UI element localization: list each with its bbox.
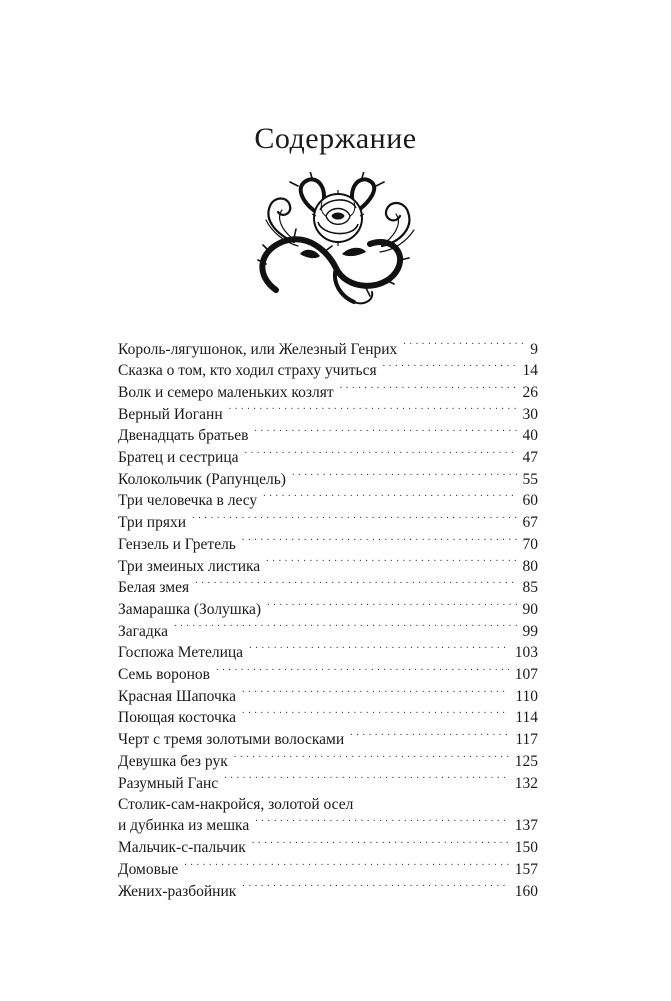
- toc-entry-page: 107: [514, 666, 538, 684]
- toc-entry-page: 14: [522, 362, 538, 380]
- toc-entry-page: 55: [522, 470, 538, 488]
- dot-leader: [252, 837, 509, 853]
- toc-entry[interactable]: [118, 381, 538, 403]
- dot-leader: [195, 577, 516, 593]
- toc-entry[interactable]: [118, 533, 538, 555]
- toc-entry-title: Гензель и Гретель: [118, 535, 236, 553]
- toc-entry-page: 26: [522, 383, 538, 401]
- table-of-contents: [118, 338, 538, 902]
- toc-entry-title: Братец и сестрица: [118, 449, 239, 467]
- toc-entry-title: Домовые: [118, 860, 179, 878]
- toc-entry[interactable]: [118, 750, 538, 772]
- toc-entry[interactable]: [118, 577, 538, 599]
- dot-leader: [350, 729, 509, 745]
- toc-entry-title: Двенадцать братьев: [118, 427, 249, 445]
- toc-entry[interactable]: [118, 620, 538, 642]
- toc-entry[interactable]: [118, 512, 538, 534]
- dot-leader: [242, 880, 508, 896]
- toc-entry-page: 117: [515, 731, 538, 749]
- toc-entry-title-line1: Столик-сам-накройся, золотой осел: [118, 795, 354, 813]
- toc-entry[interactable]: [118, 403, 538, 425]
- toc-entry[interactable]: [118, 338, 538, 360]
- dot-leader: [266, 555, 516, 571]
- toc-entry-page: 60: [522, 492, 538, 510]
- toc-entry[interactable]: [118, 837, 538, 859]
- toc-entry[interactable]: [118, 729, 538, 751]
- toc-entry-title: Девушка без рук: [118, 752, 228, 770]
- toc-entry-title: Колокольчик (Рапунцель): [118, 470, 286, 488]
- toc-entry-page: 150: [514, 839, 538, 857]
- dot-leader: [249, 642, 509, 658]
- toc-entry-page: 70: [522, 535, 538, 553]
- toc-entry[interactable]: [118, 664, 538, 686]
- toc-entry-page: 110: [515, 687, 538, 705]
- dot-leader: [184, 858, 509, 874]
- toc-entry-title: Госпожа Метелица: [118, 644, 244, 662]
- toc-entry-page: 90: [522, 600, 538, 618]
- toc-entry[interactable]: [118, 880, 538, 902]
- toc-entry[interactable]: [118, 794, 538, 837]
- toc-entry-title: Верный Иоганн: [118, 405, 223, 423]
- toc-entry-title: Красная Шапочка: [118, 687, 236, 705]
- dot-leader: [383, 360, 517, 376]
- dot-leader: [254, 425, 516, 441]
- toc-entry[interactable]: [118, 447, 538, 469]
- toc-entry-title: Черт с тремя золотыми волосками: [118, 731, 345, 749]
- toc-entry-title: Жених-разбойник: [118, 882, 237, 900]
- toc-entry[interactable]: [118, 685, 538, 707]
- toc-entry-page: 160: [514, 882, 538, 900]
- toc-entry-page: 99: [522, 622, 538, 640]
- toc-entry[interactable]: [118, 360, 538, 382]
- toc-entry-title: Волк и семеро маленьких козлят: [118, 383, 334, 401]
- toc-entry-title: и дубинка из мешка: [118, 817, 250, 835]
- toc-entry[interactable]: [118, 468, 538, 490]
- dot-leader: [245, 447, 517, 463]
- toc-entry[interactable]: [118, 707, 538, 729]
- toc-entry-page: 30: [522, 405, 538, 423]
- dot-leader: [267, 598, 516, 614]
- toc-entry-title: Поющая косточка: [118, 709, 236, 727]
- toc-entry-title: Замарашка (Золушка): [118, 600, 262, 618]
- toc-entry[interactable]: [118, 425, 538, 447]
- toc-entry[interactable]: [118, 642, 538, 664]
- dot-leader: [224, 772, 509, 788]
- toc-entry-page: 80: [522, 557, 538, 575]
- toc-entry-title: Разумный Ганс: [118, 774, 219, 792]
- toc-entry-title: Семь воронов: [118, 666, 210, 684]
- toc-entry-title: Мальчик-с-пальчик: [118, 839, 246, 857]
- toc-entry-title: Белая змея: [118, 579, 190, 597]
- toc-entry[interactable]: [118, 772, 538, 794]
- toc-entry[interactable]: [118, 490, 538, 512]
- toc-entry-title: Три змеиных листика: [118, 557, 261, 575]
- toc-entry-page: 47: [522, 449, 538, 467]
- toc-entry-title: Король-лягушонок, или Железный Генрих: [118, 340, 398, 358]
- toc-entry-page: 9: [530, 340, 538, 358]
- dot-leader: [192, 512, 516, 528]
- dot-leader: [255, 815, 509, 831]
- toc-entry-page: 114: [515, 709, 538, 727]
- dot-leader: [174, 620, 517, 636]
- toc-entry-page: 40: [522, 427, 538, 445]
- toc-entry-page: 137: [514, 817, 538, 835]
- dot-leader: [216, 664, 509, 680]
- toc-entry[interactable]: [118, 598, 538, 620]
- toc-entry[interactable]: [118, 858, 538, 880]
- dot-leader: [263, 490, 516, 506]
- dot-leader: [229, 403, 517, 419]
- rose-with-thorns-icon: [236, 172, 436, 312]
- toc-entry-page: 67: [522, 514, 538, 532]
- dot-leader: [234, 750, 509, 766]
- toc-entry-page: 132: [514, 774, 538, 792]
- toc-entry-page: 157: [514, 860, 538, 878]
- toc-entry-title: Три пряхи: [118, 514, 187, 532]
- toc-entry-title: Загадка: [118, 622, 168, 640]
- dot-leader: [403, 338, 524, 354]
- toc-entry[interactable]: [118, 555, 538, 577]
- toc-entry-title: Сказка о том, кто ходил страху учиться: [118, 362, 377, 380]
- dot-leader: [242, 707, 509, 723]
- toc-entry-page: 85: [522, 579, 538, 597]
- dot-leader: [242, 533, 517, 549]
- toc-entry-page: 103: [514, 644, 538, 662]
- dot-leader: [242, 685, 509, 701]
- page-title: Содержание: [254, 122, 417, 155]
- dot-leader: [340, 381, 517, 397]
- toc-entry-page: 125: [514, 752, 538, 770]
- dot-leader: [292, 468, 517, 484]
- toc-entry-title: Три человечка в лесу: [118, 492, 258, 510]
